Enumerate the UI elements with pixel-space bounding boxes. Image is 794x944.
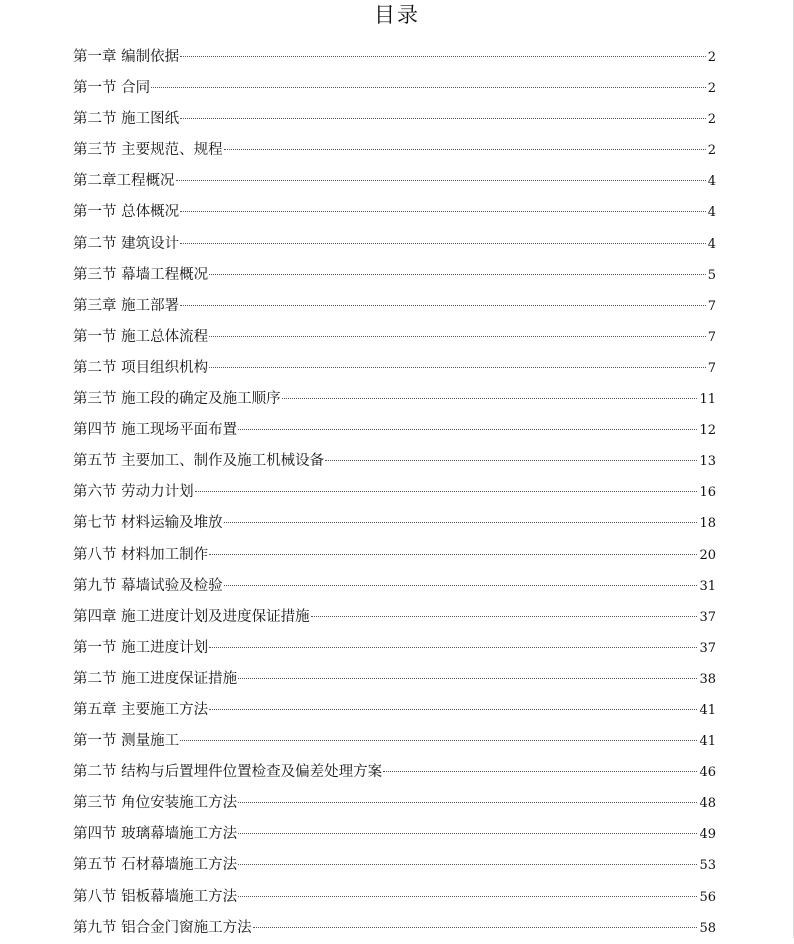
toc-entry-title: 第五章 主要施工方法 (73, 701, 209, 718)
toc-entry-title: 第二节 项目组织机构 (73, 359, 209, 376)
toc-page-number: 16 (699, 485, 716, 501)
toc-dot-leader (282, 398, 698, 399)
toc-page-number: 56 (699, 889, 716, 905)
toc-page-number: 31 (699, 578, 716, 594)
toc-page-number: 5 (707, 267, 716, 283)
toc-list (73, 42, 716, 944)
toc-entry[interactable] (73, 664, 716, 695)
toc-dot-leader (253, 927, 698, 928)
toc-dot-leader (325, 460, 697, 461)
toc-entry[interactable] (73, 477, 716, 508)
toc-dot-leader (238, 678, 697, 679)
toc-entry[interactable] (73, 197, 716, 228)
toc-page-number: 37 (699, 640, 716, 656)
toc-dot-leader (180, 56, 706, 57)
toc-dot-leader (209, 367, 706, 368)
toc-entry[interactable] (73, 882, 716, 913)
toc-entry[interactable] (73, 819, 716, 850)
toc-page-number: 37 (699, 609, 716, 625)
toc-page-number: 2 (707, 112, 716, 128)
toc-entry[interactable] (73, 384, 716, 415)
toc-dot-leader (180, 740, 697, 741)
toc-page-number: 41 (699, 734, 716, 750)
toc-entry[interactable] (73, 446, 716, 477)
toc-entry-title: 第一节 施工进度计划 (73, 639, 209, 656)
toc-dot-leader (224, 522, 698, 523)
toc-entry[interactable] (73, 508, 716, 539)
toc-entry[interactable] (73, 135, 716, 166)
toc-entry-title: 第三节 角位安装施工方法 (73, 795, 238, 812)
toc-entry[interactable] (73, 850, 716, 881)
toc-entry-title: 第六节 劳动力计划 (73, 484, 194, 501)
toc-dot-leader (180, 211, 706, 212)
toc-entry-title: 第八节 材料加工制作 (73, 546, 209, 563)
toc-page-number: 48 (699, 796, 716, 812)
toc-page-number: 46 (699, 765, 716, 781)
toc-entry-title: 第四章 施工进度计划及进度保证措施 (73, 608, 310, 625)
toc-dot-leader (209, 554, 697, 555)
toc-dot-leader (180, 305, 706, 306)
toc-entry-title: 第五节 石材幕墙施工方法 (73, 857, 238, 874)
toc-page-number: 11 (699, 392, 716, 408)
toc-entry[interactable] (73, 913, 716, 944)
toc-page-number: 4 (707, 174, 716, 190)
toc-entry-title: 第九节 铝合金门窗施工方法 (73, 919, 252, 936)
toc-dot-leader (224, 585, 698, 586)
toc-page-number: 49 (699, 827, 716, 843)
toc-entry[interactable] (73, 166, 716, 197)
toc-entry[interactable] (73, 726, 716, 757)
toc-entry[interactable] (73, 322, 716, 353)
toc-entry-title: 第五节 主要加工、制作及施工机械设备 (73, 453, 325, 470)
toc-dot-leader (238, 833, 697, 834)
toc-page-number: 2 (707, 81, 716, 97)
toc-page-number: 20 (699, 547, 716, 563)
toc-entry-title: 第一节 施工总体流程 (73, 328, 209, 345)
toc-entry[interactable] (73, 73, 716, 104)
toc-entry-title: 第二节 施工图纸 (73, 111, 180, 128)
toc-entry[interactable] (73, 353, 716, 384)
toc-dot-leader (238, 864, 697, 865)
toc-entry-title: 第九节 幕墙试验及检验 (73, 577, 223, 594)
toc-page-number: 4 (707, 236, 716, 252)
toc-page-number: 13 (699, 454, 716, 470)
toc-entry-title: 第八节 铝板幕墙施工方法 (73, 888, 238, 905)
toc-dot-leader (209, 709, 697, 710)
toc-dot-leader (176, 180, 706, 181)
toc-entry-title: 第三节 幕墙工程概况 (73, 266, 209, 283)
toc-entry[interactable] (73, 229, 716, 260)
toc-entry-title: 第一节 总体概况 (73, 204, 180, 221)
toc-entry[interactable] (73, 633, 716, 664)
toc-page-number: 2 (707, 143, 716, 159)
toc-dot-leader (209, 274, 706, 275)
toc-dot-leader (238, 896, 697, 897)
toc-dot-leader (238, 429, 697, 430)
toc-entry-title: 第一节 测量施工 (73, 733, 180, 750)
toc-entry-title: 第七节 材料运输及堆放 (73, 515, 223, 532)
toc-dot-leader (209, 647, 697, 648)
toc-dot-leader (195, 491, 698, 492)
toc-entry[interactable] (73, 695, 716, 726)
toc-dot-leader (311, 616, 698, 617)
toc-dot-leader (238, 802, 697, 803)
toc-dot-leader (383, 771, 697, 772)
toc-page-number: 7 (707, 360, 716, 376)
toc-page-number: 38 (699, 671, 716, 687)
toc-page-number: 7 (707, 329, 716, 345)
toc-page-number: 18 (699, 516, 716, 532)
toc-dot-leader (224, 149, 706, 150)
toc-dot-leader (209, 336, 706, 337)
toc-page-number: 58 (699, 920, 716, 936)
toc-entry-title: 第二节 建筑设计 (73, 235, 180, 252)
toc-title: 目录 (374, 3, 420, 27)
toc-page-number: 12 (699, 423, 716, 439)
toc-dot-leader (180, 243, 706, 244)
toc-entry-title: 第一章 编制依据 (73, 49, 180, 65)
toc-page-number: 4 (707, 205, 716, 221)
toc-entry[interactable] (73, 602, 716, 633)
toc-entry-title: 第四节 玻璃幕墙施工方法 (73, 826, 238, 843)
toc-entry[interactable] (73, 260, 716, 291)
toc-entry[interactable] (73, 788, 716, 819)
toc-entry-title: 第三节 主要规范、规程 (73, 142, 223, 159)
toc-entry-title: 第二节 施工进度保证措施 (73, 670, 238, 687)
toc-entry-title: 第三章 施工部署 (73, 297, 180, 314)
toc-page-number: 2 (707, 50, 716, 65)
toc-dot-leader (151, 87, 706, 88)
toc-page-number: 41 (699, 702, 716, 718)
toc-entry[interactable] (73, 104, 716, 135)
toc-entry[interactable] (73, 42, 716, 73)
toc-entry[interactable] (73, 415, 716, 446)
toc-page-number: 7 (707, 298, 716, 314)
toc-entry-title: 第二节 结构与后置埋件位置检查及偏差处理方案 (73, 764, 383, 781)
toc-entry-title: 第一节 合同 (73, 80, 151, 97)
toc-entry[interactable] (73, 291, 716, 322)
toc-dot-leader (180, 118, 706, 119)
toc-entry-title: 第三节 施工段的确定及施工顺序 (73, 391, 281, 408)
toc-entry-title: 第四节 施工现场平面布置 (73, 422, 238, 439)
toc-entry-title: 第二章工程概况 (73, 173, 175, 190)
toc-page-number: 53 (699, 858, 716, 874)
toc-entry[interactable] (73, 757, 716, 788)
toc-entry[interactable] (73, 540, 716, 571)
toc-entry[interactable] (73, 571, 716, 602)
